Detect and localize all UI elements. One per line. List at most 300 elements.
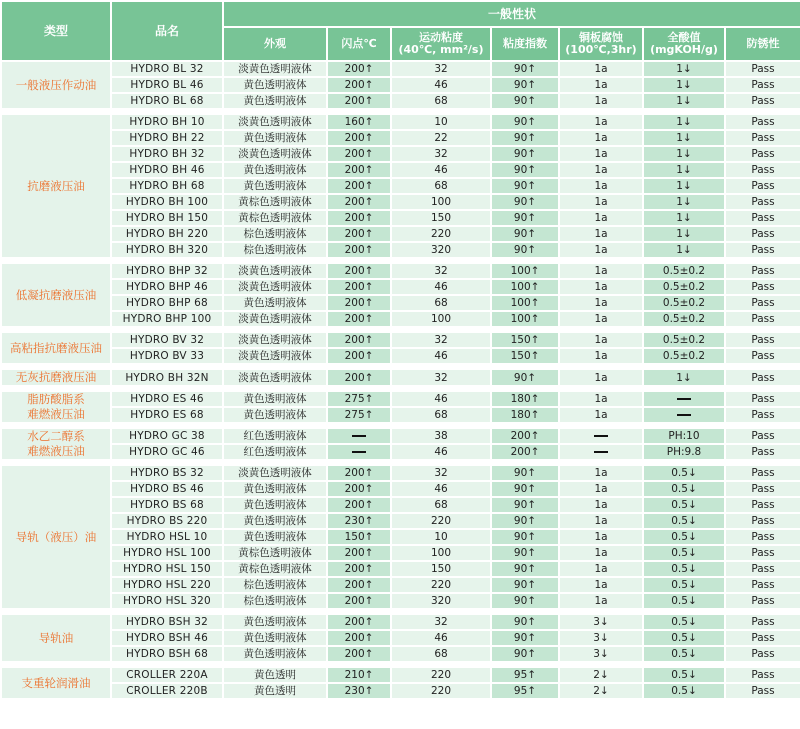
product-name-cell: HYDRO BH 32N [112,370,222,385]
copper-corrosion-cell: 1a [560,227,642,241]
flash-point-cell: 200↑ [328,578,390,592]
copper-corrosion-cell: 1a [560,578,642,592]
table-row [2,684,800,698]
viscosity-index-cell: 100↑ [492,312,558,326]
viscosity-index-cell: 90↑ [492,131,558,145]
product-name-cell: HYDRO BS 32 [112,466,222,480]
appearance-cell: 红色透明液体 [224,429,326,443]
rust-cell: Pass [726,62,800,76]
header-viscosity: 运动粘度 (40℃, mm²/s) [392,28,490,60]
viscosity-index-cell: 90↑ [492,211,558,225]
total-acid-cell: 0.5↓ [644,498,724,512]
table-row [2,631,800,645]
product-name-cell: HYDRO BH 32 [112,147,222,161]
rust-cell: Pass [726,264,800,278]
viscosity-cell: 100 [392,195,490,209]
table-row [2,227,800,241]
rust-cell: Pass [726,466,800,480]
rust-cell: Pass [726,445,800,459]
viscosity-cell: 32 [392,370,490,385]
total-acid-cell: 0.5↓ [644,615,724,629]
appearance-cell: 红色透明液体 [224,445,326,459]
appearance-cell: 黄棕色透明液体 [224,562,326,576]
appearance-cell: 棕色透明液体 [224,227,326,241]
appearance-cell: 棕色透明液体 [224,243,326,257]
viscosity-index-cell: 90↑ [492,94,558,108]
product-name-cell: HYDRO BH 10 [112,115,222,129]
flash-point-cell: 160↑ [328,115,390,129]
rust-cell: Pass [726,668,800,682]
flash-point-cell: 200↑ [328,179,390,193]
copper-corrosion-cell: 1a [560,514,642,528]
flash-point-cell: 200↑ [328,594,390,608]
rust-cell: Pass [726,147,800,161]
category-cell: 无灰抗磨液压油 [2,370,110,385]
viscosity-index-cell: 90↑ [492,163,558,177]
viscosity-cell: 150 [392,562,490,576]
viscosity-cell: 68 [392,647,490,661]
product-name-cell: HYDRO BH 46 [112,163,222,177]
viscosity-index-cell: 95↑ [492,668,558,682]
viscosity-cell: 68 [392,296,490,310]
rust-cell: Pass [726,546,800,560]
copper-corrosion-cell: 1a [560,179,642,193]
table-row [2,392,800,406]
product-name-cell: HYDRO HSL 10 [112,530,222,544]
total-acid-cell: 0.5±0.2 [644,333,724,347]
total-acid-cell: 1↓ [644,147,724,161]
appearance-cell: 黄色透明液体 [224,514,326,528]
product-name-cell: HYDRO BH 22 [112,131,222,145]
flash-point-cell: 200↑ [328,498,390,512]
product-name-cell: HYDRO BL 32 [112,62,222,76]
appearance-cell: 黄色透明液体 [224,78,326,92]
viscosity-index-cell: 90↑ [492,562,558,576]
appearance-cell: 黄色透明液体 [224,94,326,108]
copper-corrosion-cell: 1a [560,408,642,422]
table-row [2,195,800,209]
total-acid-cell: 0.5±0.2 [644,264,724,278]
dash-mark [677,398,691,400]
appearance-cell: 黄色透明液体 [224,408,326,422]
viscosity-index-cell: 90↑ [492,615,558,629]
product-name-cell: HYDRO BH 150 [112,211,222,225]
copper-corrosion-cell: 1a [560,546,642,560]
table-row [2,147,800,161]
product-name-cell: HYDRO GC 38 [112,429,222,443]
viscosity-cell: 220 [392,227,490,241]
table-row [2,296,800,310]
appearance-cell: 黄色透明 [224,684,326,698]
product-name-cell: CROLLER 220A [112,668,222,682]
flash-point-cell: 200↑ [328,296,390,310]
flash-point-cell: 200↑ [328,62,390,76]
viscosity-index-cell: 90↑ [492,147,558,161]
viscosity-cell: 22 [392,131,490,145]
table-row [2,179,800,193]
dash-mark [352,435,366,437]
viscosity-index-cell: 90↑ [492,243,558,257]
flash-point-cell: 200↑ [328,546,390,560]
viscosity-index-cell: 90↑ [492,62,558,76]
dash-mark [677,414,691,416]
flash-point-cell: 200↑ [328,482,390,496]
copper-corrosion-cell: 1a [560,312,642,326]
table-row [2,429,800,443]
viscosity-cell: 10 [392,115,490,129]
product-name-cell: HYDRO BHP 46 [112,280,222,294]
flash-point-cell: 200↑ [328,227,390,241]
total-acid-cell: 0.5↓ [644,482,724,496]
appearance-cell: 黄色透明液体 [224,392,326,406]
rust-cell: Pass [726,243,800,257]
rust-cell: Pass [726,333,800,347]
rust-cell: Pass [726,94,800,108]
table-row [2,163,800,177]
category-cell: 脂肪酸脂系 难燃液压油 [2,392,110,422]
flash-point-cell: 200↑ [328,349,390,363]
viscosity-cell: 220 [392,514,490,528]
product-name-cell: HYDRO BHP 100 [112,312,222,326]
flash-point-cell: 275↑ [328,392,390,406]
viscosity-cell: 320 [392,243,490,257]
viscosity-index-cell: 90↑ [492,227,558,241]
rust-cell: Pass [726,211,800,225]
viscosity-index-cell: 90↑ [492,115,558,129]
appearance-cell: 棕色透明液体 [224,578,326,592]
table-row [2,370,800,385]
product-name-cell: HYDRO BH 320 [112,243,222,257]
viscosity-cell: 150 [392,211,490,225]
total-acid-cell: 1↓ [644,78,724,92]
flash-point-cell: 200↑ [328,615,390,629]
table-row [2,62,800,76]
appearance-cell: 淡黄色透明液体 [224,370,326,385]
table-row [2,211,800,225]
table-row [2,131,800,145]
total-acid-cell: 0.5↓ [644,668,724,682]
flash-point-cell: 230↑ [328,514,390,528]
table-row [2,243,800,257]
rust-cell: Pass [726,195,800,209]
flash-point-cell: 200↑ [328,631,390,645]
viscosity-index-cell: 90↑ [492,195,558,209]
table-row [2,445,800,459]
viscosity-index-cell: 90↑ [492,578,558,592]
viscosity-index-cell: 90↑ [492,78,558,92]
copper-corrosion-cell: 1a [560,466,642,480]
table-row [2,78,800,92]
copper-corrosion-cell: 1a [560,370,642,385]
table-row [2,498,800,512]
copper-corrosion-cell: 1a [560,264,642,278]
flash-point-cell: 200↑ [328,163,390,177]
table-row [2,647,800,661]
appearance-cell: 淡黄色透明液体 [224,62,326,76]
rust-cell: Pass [726,647,800,661]
rust-cell: Pass [726,615,800,629]
rust-cell: Pass [726,78,800,92]
viscosity-index-cell: 200↑ [492,429,558,443]
appearance-cell: 黄棕色透明液体 [224,195,326,209]
table-row [2,312,800,326]
total-acid-cell: 0.5↓ [644,546,724,560]
appearance-cell: 淡黄色透明液体 [224,349,326,363]
header-general-properties: 一般性状 [224,2,800,26]
viscosity-index-cell: 180↑ [492,408,558,422]
flash-point-cell: 200↑ [328,333,390,347]
viscosity-cell: 220 [392,668,490,682]
category-cell: 低凝抗磨液压油 [2,264,110,326]
product-name-cell: HYDRO HSL 150 [112,562,222,576]
viscosity-index-cell: 95↑ [492,684,558,698]
total-acid-cell: 0.5↓ [644,530,724,544]
total-acid-cell: 1↓ [644,243,724,257]
flash-point-cell [328,429,390,443]
dash-mark [352,451,366,453]
viscosity-cell: 46 [392,631,490,645]
viscosity-index-cell: 150↑ [492,333,558,347]
table-row [2,264,800,278]
viscosity-index-cell: 90↑ [492,631,558,645]
rust-cell: Pass [726,370,800,385]
copper-corrosion-cell: 1a [560,482,642,496]
flash-point-cell: 200↑ [328,94,390,108]
flash-point-cell: 210↑ [328,668,390,682]
product-name-cell: HYDRO BS 46 [112,482,222,496]
rust-cell: Pass [726,163,800,177]
product-name-cell: HYDRO ES 68 [112,408,222,422]
viscosity-index-cell: 150↑ [492,349,558,363]
viscosity-cell: 46 [392,445,490,459]
copper-corrosion-cell: 3↓ [560,615,642,629]
appearance-cell: 黄色透明液体 [224,647,326,661]
viscosity-cell: 220 [392,684,490,698]
total-acid-cell [644,408,724,422]
copper-corrosion-cell: 1a [560,211,642,225]
product-name-cell: CROLLER 220B [112,684,222,698]
appearance-cell: 淡黄色透明液体 [224,333,326,347]
rust-cell: Pass [726,312,800,326]
flash-point-cell: 150↑ [328,530,390,544]
flash-point-cell: 200↑ [328,280,390,294]
rust-cell: Pass [726,429,800,443]
product-name-cell: HYDRO BS 68 [112,498,222,512]
flash-point-cell: 200↑ [328,78,390,92]
copper-corrosion-cell: 1a [560,94,642,108]
rust-cell: Pass [726,179,800,193]
appearance-cell: 黄色透明液体 [224,482,326,496]
viscosity-cell: 46 [392,78,490,92]
total-acid-cell: 0.5↓ [644,631,724,645]
product-name-cell: HYDRO BV 32 [112,333,222,347]
header-category: 类型 [2,2,110,60]
copper-corrosion-cell [560,429,642,443]
rust-cell: Pass [726,514,800,528]
appearance-cell: 黄色透明液体 [224,131,326,145]
rust-cell: Pass [726,227,800,241]
viscosity-cell: 100 [392,546,490,560]
copper-corrosion-cell: 1a [560,78,642,92]
copper-corrosion-cell: 1a [560,115,642,129]
copper-corrosion-cell: 1a [560,163,642,177]
appearance-cell: 棕色透明液体 [224,594,326,608]
viscosity-cell: 32 [392,466,490,480]
product-name-cell: HYDRO BSH 32 [112,615,222,629]
category-cell: 抗磨液压油 [2,115,110,257]
dash-mark [594,451,608,453]
copper-corrosion-cell: 1a [560,349,642,363]
total-acid-cell: 1↓ [644,131,724,145]
total-acid-cell: 1↓ [644,115,724,129]
table-row [2,615,800,629]
rust-cell: Pass [726,392,800,406]
product-name-cell: HYDRO BHP 32 [112,264,222,278]
copper-corrosion-cell: 2↓ [560,668,642,682]
flash-point-cell: 200↑ [328,562,390,576]
viscosity-index-cell: 90↑ [492,482,558,496]
product-name-cell: HYDRO BH 100 [112,195,222,209]
flash-point-cell: 200↑ [328,647,390,661]
product-name-cell: HYDRO HSL 100 [112,546,222,560]
rust-cell: Pass [726,562,800,576]
rust-cell: Pass [726,594,800,608]
viscosity-cell: 68 [392,179,490,193]
table-row [2,280,800,294]
total-acid-cell: 1↓ [644,211,724,225]
appearance-cell: 黄色透明 [224,668,326,682]
header-appearance: 外观 [224,28,326,60]
viscosity-index-cell: 100↑ [492,264,558,278]
table-row [2,668,800,682]
viscosity-index-cell: 90↑ [492,466,558,480]
total-acid-cell: 0.5±0.2 [644,280,724,294]
appearance-cell: 淡黄色透明液体 [224,264,326,278]
copper-corrosion-cell: 1a [560,530,642,544]
total-acid-cell: 0.5↓ [644,647,724,661]
rust-cell: Pass [726,296,800,310]
viscosity-cell: 32 [392,615,490,629]
total-acid-cell: 0.5↓ [644,578,724,592]
viscosity-index-cell: 90↑ [492,530,558,544]
appearance-cell: 黄色透明液体 [224,615,326,629]
table-row [2,333,800,347]
rust-cell: Pass [726,280,800,294]
flash-point-cell: 200↑ [328,312,390,326]
viscosity-cell: 32 [392,62,490,76]
flash-point-cell: 200↑ [328,147,390,161]
rust-cell: Pass [726,131,800,145]
table-row [2,482,800,496]
total-acid-cell: PH:10 [644,429,724,443]
table-row [2,466,800,480]
viscosity-cell: 10 [392,530,490,544]
viscosity-cell: 32 [392,147,490,161]
header-product: 品名 [112,2,222,60]
header-viscosity-index: 粘度指数 [492,28,558,60]
header-rust: 防锈性 [726,28,800,60]
copper-corrosion-cell: 1a [560,147,642,161]
appearance-cell: 黄棕色透明液体 [224,546,326,560]
copper-corrosion-cell: 1a [560,243,642,257]
product-name-cell: HYDRO HSL 220 [112,578,222,592]
flash-point-cell: 230↑ [328,684,390,698]
dash-mark [594,435,608,437]
viscosity-cell: 46 [392,280,490,294]
total-acid-cell: 0.5↓ [644,562,724,576]
appearance-cell: 黄棕色透明液体 [224,211,326,225]
rust-cell: Pass [726,408,800,422]
appearance-cell: 黄色透明液体 [224,631,326,645]
product-name-cell: HYDRO BL 46 [112,78,222,92]
flash-point-cell: 200↑ [328,264,390,278]
total-acid-cell: 1↓ [644,179,724,193]
total-acid-cell: 0.5±0.2 [644,312,724,326]
total-acid-cell [644,392,724,406]
viscosity-cell: 46 [392,392,490,406]
copper-corrosion-cell: 3↓ [560,631,642,645]
appearance-cell: 淡黄色透明液体 [224,115,326,129]
table-row [2,115,800,129]
table-row [2,94,800,108]
product-name-cell: HYDRO BS 220 [112,514,222,528]
flash-point-cell: 200↑ [328,243,390,257]
viscosity-index-cell: 90↑ [492,647,558,661]
rust-cell: Pass [726,115,800,129]
viscosity-index-cell: 90↑ [492,370,558,385]
rust-cell: Pass [726,578,800,592]
appearance-cell: 淡黄色透明液体 [224,312,326,326]
viscosity-index-cell: 180↑ [492,392,558,406]
viscosity-index-cell: 100↑ [492,280,558,294]
total-acid-cell: 0.5↓ [644,594,724,608]
category-cell: 支重轮润滑油 [2,668,110,698]
viscosity-cell: 320 [392,594,490,608]
total-acid-cell: 1↓ [644,370,724,385]
flash-point-cell [328,445,390,459]
copper-corrosion-cell: 1a [560,296,642,310]
rust-cell: Pass [726,530,800,544]
table-row [2,594,800,608]
copper-corrosion-cell [560,445,642,459]
product-name-cell: HYDRO GC 46 [112,445,222,459]
header-flash-point: 闪点℃ [328,28,390,60]
category-cell: 高粘指抗磨液压油 [2,333,110,363]
rust-cell: Pass [726,498,800,512]
product-name-cell: HYDRO ES 46 [112,392,222,406]
total-acid-cell: 0.5↓ [644,684,724,698]
product-name-cell: HYDRO BH 220 [112,227,222,241]
viscosity-index-cell: 90↑ [492,514,558,528]
product-name-cell: HYDRO HSL 320 [112,594,222,608]
total-acid-cell: 1↓ [644,195,724,209]
viscosity-index-cell: 90↑ [492,498,558,512]
copper-corrosion-cell: 1a [560,333,642,347]
flash-point-cell: 275↑ [328,408,390,422]
flash-point-cell: 200↑ [328,370,390,385]
total-acid-cell: 1↓ [644,94,724,108]
rust-cell: Pass [726,684,800,698]
header-copper-corrosion: 铜板腐蚀 (100℃,3hr) [560,28,642,60]
product-name-cell: HYDRO BV 33 [112,349,222,363]
product-name-cell: HYDRO BH 68 [112,179,222,193]
viscosity-index-cell: 200↑ [492,445,558,459]
table-row [2,514,800,528]
appearance-cell: 黄色透明液体 [224,163,326,177]
total-acid-cell: 0.5↓ [644,466,724,480]
copper-corrosion-cell: 1a [560,392,642,406]
viscosity-cell: 100 [392,312,490,326]
